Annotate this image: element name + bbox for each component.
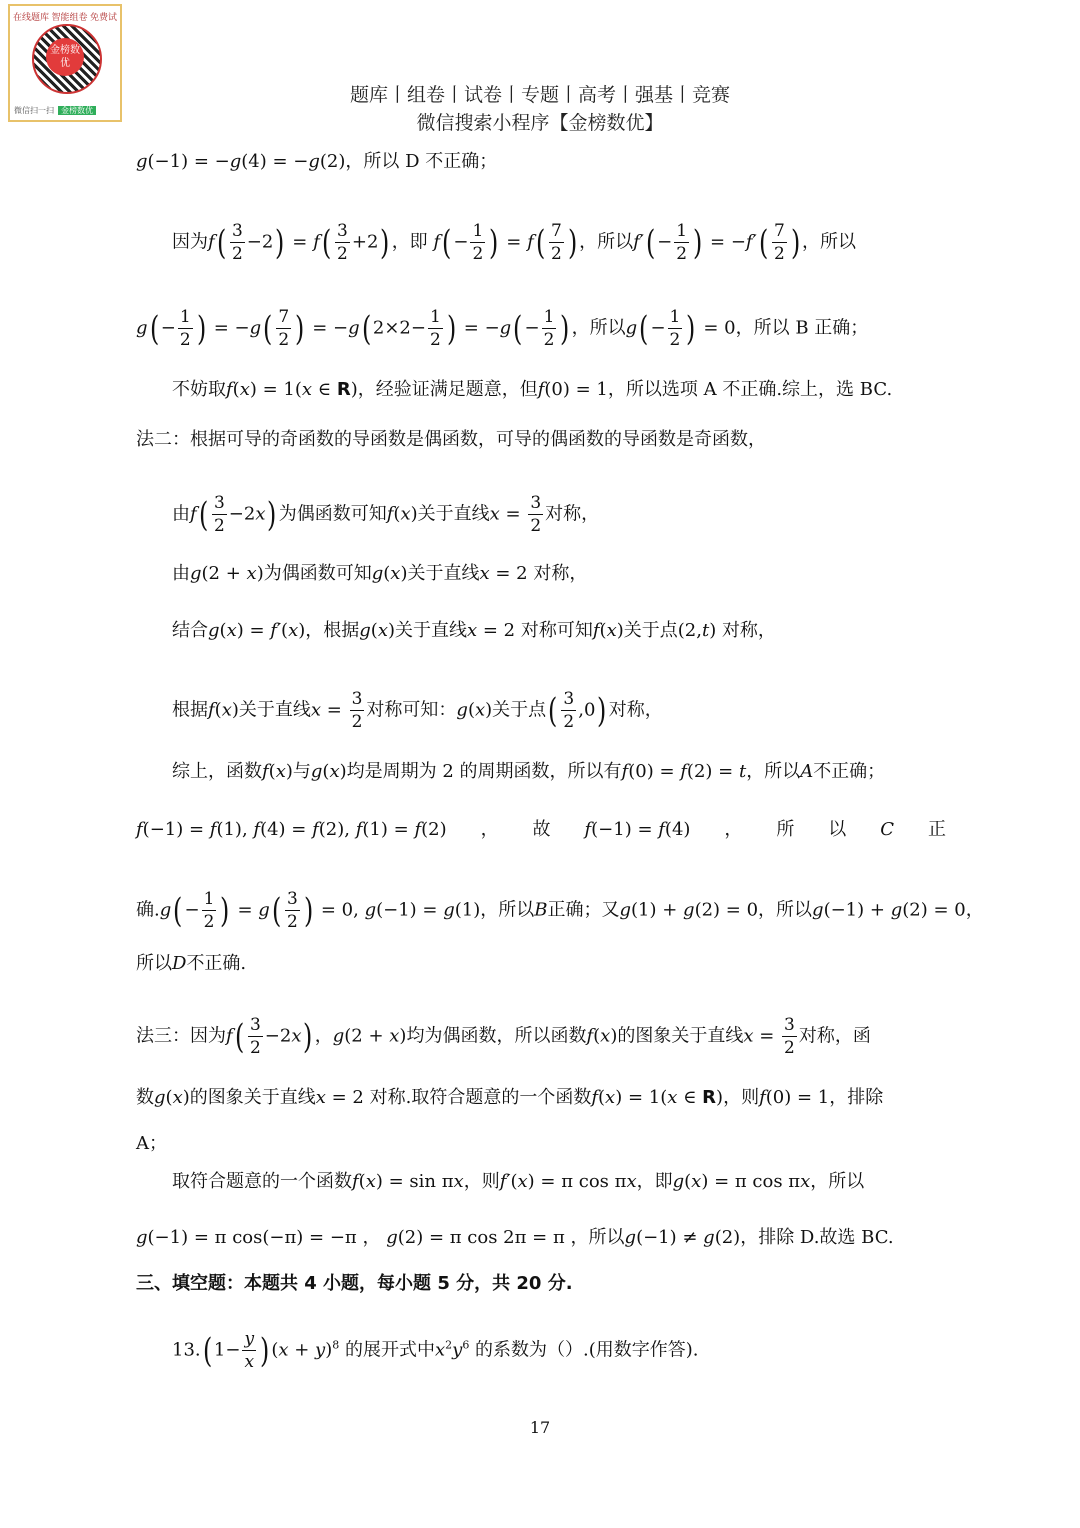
line-1: g(−1) = −g(4) = −g(2)，所以 D 不正确； [136, 151, 498, 172]
line-11: f(−1) = f(1), f(4) = f(2), f(1) = f(2) ， 故 f(−1) = f(4) ， 所 以 C 正 [136, 819, 946, 840]
line-4: 不妨取f(x) = 1(x ∈ R)，经验证满足题意，但f(0) = 1，所以选项 A 不正确.综上，选 BC. [172, 379, 893, 400]
section-3-title: 三、填空题：本题共 4 小题，每小题 5 分，共 20 分. [136, 1273, 573, 1294]
logo-footer-tag: 金榜数优 [58, 106, 96, 115]
line-17: 取符合题意的一个函数f(x) = sin πx，则f′(x) = π cos πx，即g(x) = π cos πx，所以 [172, 1171, 865, 1192]
logo-center-text: 金榜数优 [46, 38, 84, 76]
line-7: 由g(2 + x)为偶函数可知g(x)关于直线x = 2 对称， [172, 563, 588, 584]
line-8: 结合g(x) = f′(x)，根据g(x)关于直线x = 2 对称可知f(x)关于点(2,t) 对称， [172, 620, 776, 641]
logo-footer-text: 微信扫一扫 [14, 106, 54, 115]
line-12: 确.g( − $\frac{1}{2}$ ) = g( $\frac{3}{2}$ ) = 0, g(−1) = g(1)，所以B正确；又g(1) + g(2) = 0，所以g(−1) + g(2) = 0， [136, 889, 984, 932]
line-14: 法三：因为f( $\frac{3}{2}$ −2x) ，g(2 + x)均为偶函数，所以函数f(x)的图象关于直线x = $\frac{3}{2}$ 对称，函 [136, 1015, 871, 1058]
header-nav: 题库丨组卷丨试卷丨专题丨高考丨强基丨竞赛 [349, 84, 730, 106]
line-10: 综上，函数f(x)与g(x)均是周期为 2 的周期函数，所以有f(0) = f(2) = t，所以A不正确； [172, 761, 886, 782]
question-13: 13.( 1− $\frac{y}{x}$ ) $(x + y)^8$ 的展开式中$x^2y^6$ 的系数为（）.(用数字作答). [172, 1329, 699, 1372]
page-number: 17 [529, 1418, 551, 1437]
line-2: 因为f( $\frac{3}{2}$ −2) = f( $\frac{3}{2}$ +2) ，即 f( − $\frac{1}{2}$ ) = f( $\frac{7}{2}$ ) ，所以f′( − $\frac{1}{2}$ ) = −f′( $\frac{7}{2}$ ) ，所以 [172, 221, 857, 264]
line-18: g(−1) = π cos(−π) = −π ， g(2) = π cos 2π = π ，所以g(−1) ≠ g(2)，排除 D.故选 BC. [136, 1227, 894, 1248]
line-5: 法二：根据可导的奇函数的导函数是偶函数，可导的偶函数的导函数是奇函数， [136, 429, 766, 450]
line-9: 根据f(x)关于直线x = $\frac{3}{2}$ 对称可知：g(x)关于点( $\frac{3}{2}$ ,0) 对称， [172, 689, 663, 732]
line-16: A； [136, 1133, 167, 1154]
logo-arc-text: 在线题库 智能组卷 免费试 [12, 12, 117, 22]
line-6: 由f( $\frac{3}{2}$ −2x) 为偶函数可知f(x)关于直线x = $\frac{3}{2}$ 对称， [172, 493, 600, 536]
line-13: 所以D不正确. [136, 953, 247, 974]
line-15: 数g(x)的图象关于直线x = 2 对称.取符合题意的一个函数f(x) = 1(x ∈ R)，则f(0) = 1，排除 [136, 1087, 884, 1108]
header-subtitle: 微信搜索小程序【金榜数优】 [416, 112, 664, 134]
line-3: g( − $\frac{1}{2}$ ) = −g( $\frac{7}{2}$ ) = −g( 2×2− $\frac{1}{2}$ ) = −g( − $\frac{1}{2}$ ) ，所以g( − $\frac{1}{2}$ ) = 0，所以 B 正确； [136, 307, 869, 350]
